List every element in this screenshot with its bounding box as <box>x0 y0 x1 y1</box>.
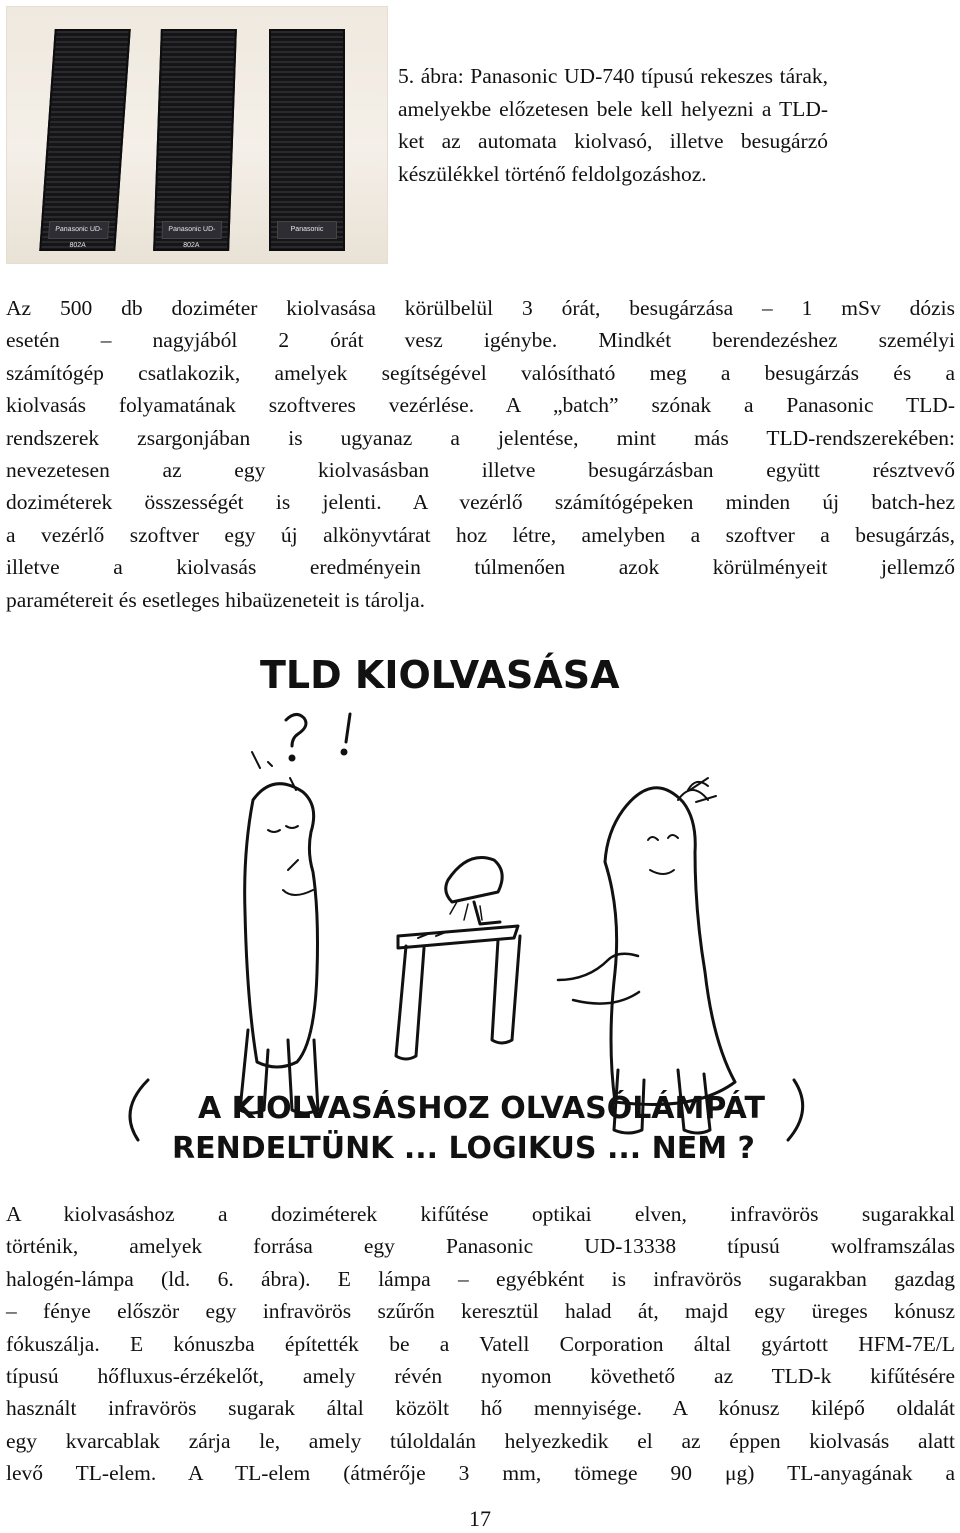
paragraph-line: történik, amelyek forrása egy Panasonic UD-13338 típusú wolframszálas <box>6 1234 955 1259</box>
tray-photo <box>6 6 388 264</box>
paragraph-line: A kiolvasáshoz a doziméterek kifűtése optikai elven, infravörös sugarakkal <box>6 1202 955 1226</box>
page-number: 17 <box>469 1506 491 1531</box>
paragraph-line: rendszerek zsargonjában is ugyanaz a jelentése, mint más TLD-rendszerekében: <box>6 425 955 450</box>
paragraph-line: fókuszálja. E kónuszba építették be a Vatell Corporation által gyártott HFM-7E/L <box>6 1331 955 1356</box>
paragraph-line: doziméterek összességét is jelenti. A vezérlő számítógépeken minden új batch-hez <box>6 490 955 515</box>
paragraph-line: levő TL-elem. A TL-elem (átmérője 3 mm, tömege 90 μg) TL-anyagának a <box>6 1461 955 1486</box>
paragraph-line: típusú hőfluxus-érzékelőt, amely révén nyomon követhető az TLD-k kifűtésére <box>6 1364 955 1389</box>
paragraph-line: – fénye először egy infravörös szűrőn keresztül halad át, majd egy üreges kónusz <box>6 1299 955 1324</box>
paragraph-line: számítógép csatlakozik, amelyek segítségével valósítható meg a besugárzás és a <box>6 360 955 385</box>
paragraph-line: a vezérlő szoftver egy új alkönyvtárat hoz létre, amelyben a szoftver a besugárzás, <box>6 522 955 547</box>
paragraph-line: kiolvasás folyamatának szoftveres vezérlése. A „batch” szónak a Panasonic TLD- <box>6 393 955 418</box>
tray-middle <box>153 29 237 251</box>
tray-label: Panasonic <box>277 221 337 239</box>
tray-left <box>39 29 131 251</box>
figure-caption: 5. ábra: Panasonic UD-740 típusú rekeszes tárak, amelyekbe előzetesen bele kell helyezni a TLD-ket az automata kiolvasó, illetve besugárzó készülékkel történő feldolgozáshoz. <box>398 64 828 186</box>
paragraph-line: nevezetesen az egy kiolvasásban illetve besugárzásban együtt résztvevő <box>6 458 955 483</box>
paragraph-2 <box>6 1198 955 1490</box>
paragraph-line: esetén – nagyjából 2 órát vesz igénybe. Mindkét berendezéshez személyi <box>6 328 955 353</box>
paragraph-line: egy kvarcablak zárja le, amely túloldalán helyezkedik el az éppen kiolvasás alatt <box>6 1428 955 1453</box>
paragraph-1 <box>6 292 955 616</box>
cartoon-illustration <box>118 640 818 1170</box>
cartoon-caption-line-1: A KIOLVASÁSHOZ OLVASÓLÁMPÁT <box>198 1091 765 1126</box>
paragraph-line: használt infravörös sugarak által közölt hő mennyisége. A kónusz kilépő oldalát <box>6 1396 955 1421</box>
tray-label: Panasonic UD-802A <box>162 221 223 239</box>
paragraph-line: halogén-lámpa (ld. 6. ábra). E lámpa – egyébként is infravörös sugarakban gazdag <box>6 1266 955 1291</box>
cartoon-caption-line-2: RENDELTÜNK ... LOGIKUS ... NEM ? <box>172 1131 755 1166</box>
paragraph-line: illetve a kiolvasás eredményein túlmenően azok körülményeit jellemző <box>6 555 955 580</box>
paragraph-line: paramétereit és esetleges hibaüzeneteit is tárolja. <box>6 587 426 612</box>
tray-right <box>269 29 345 251</box>
cartoon-title: TLD KIOLVASÁSA <box>260 653 620 697</box>
tray-label: Panasonic UD-802A <box>48 221 109 239</box>
paragraph-line: Az 500 db doziméter kiolvasása körülbelül 3 órát, besugárzása – 1 mSv dózis <box>6 296 955 320</box>
